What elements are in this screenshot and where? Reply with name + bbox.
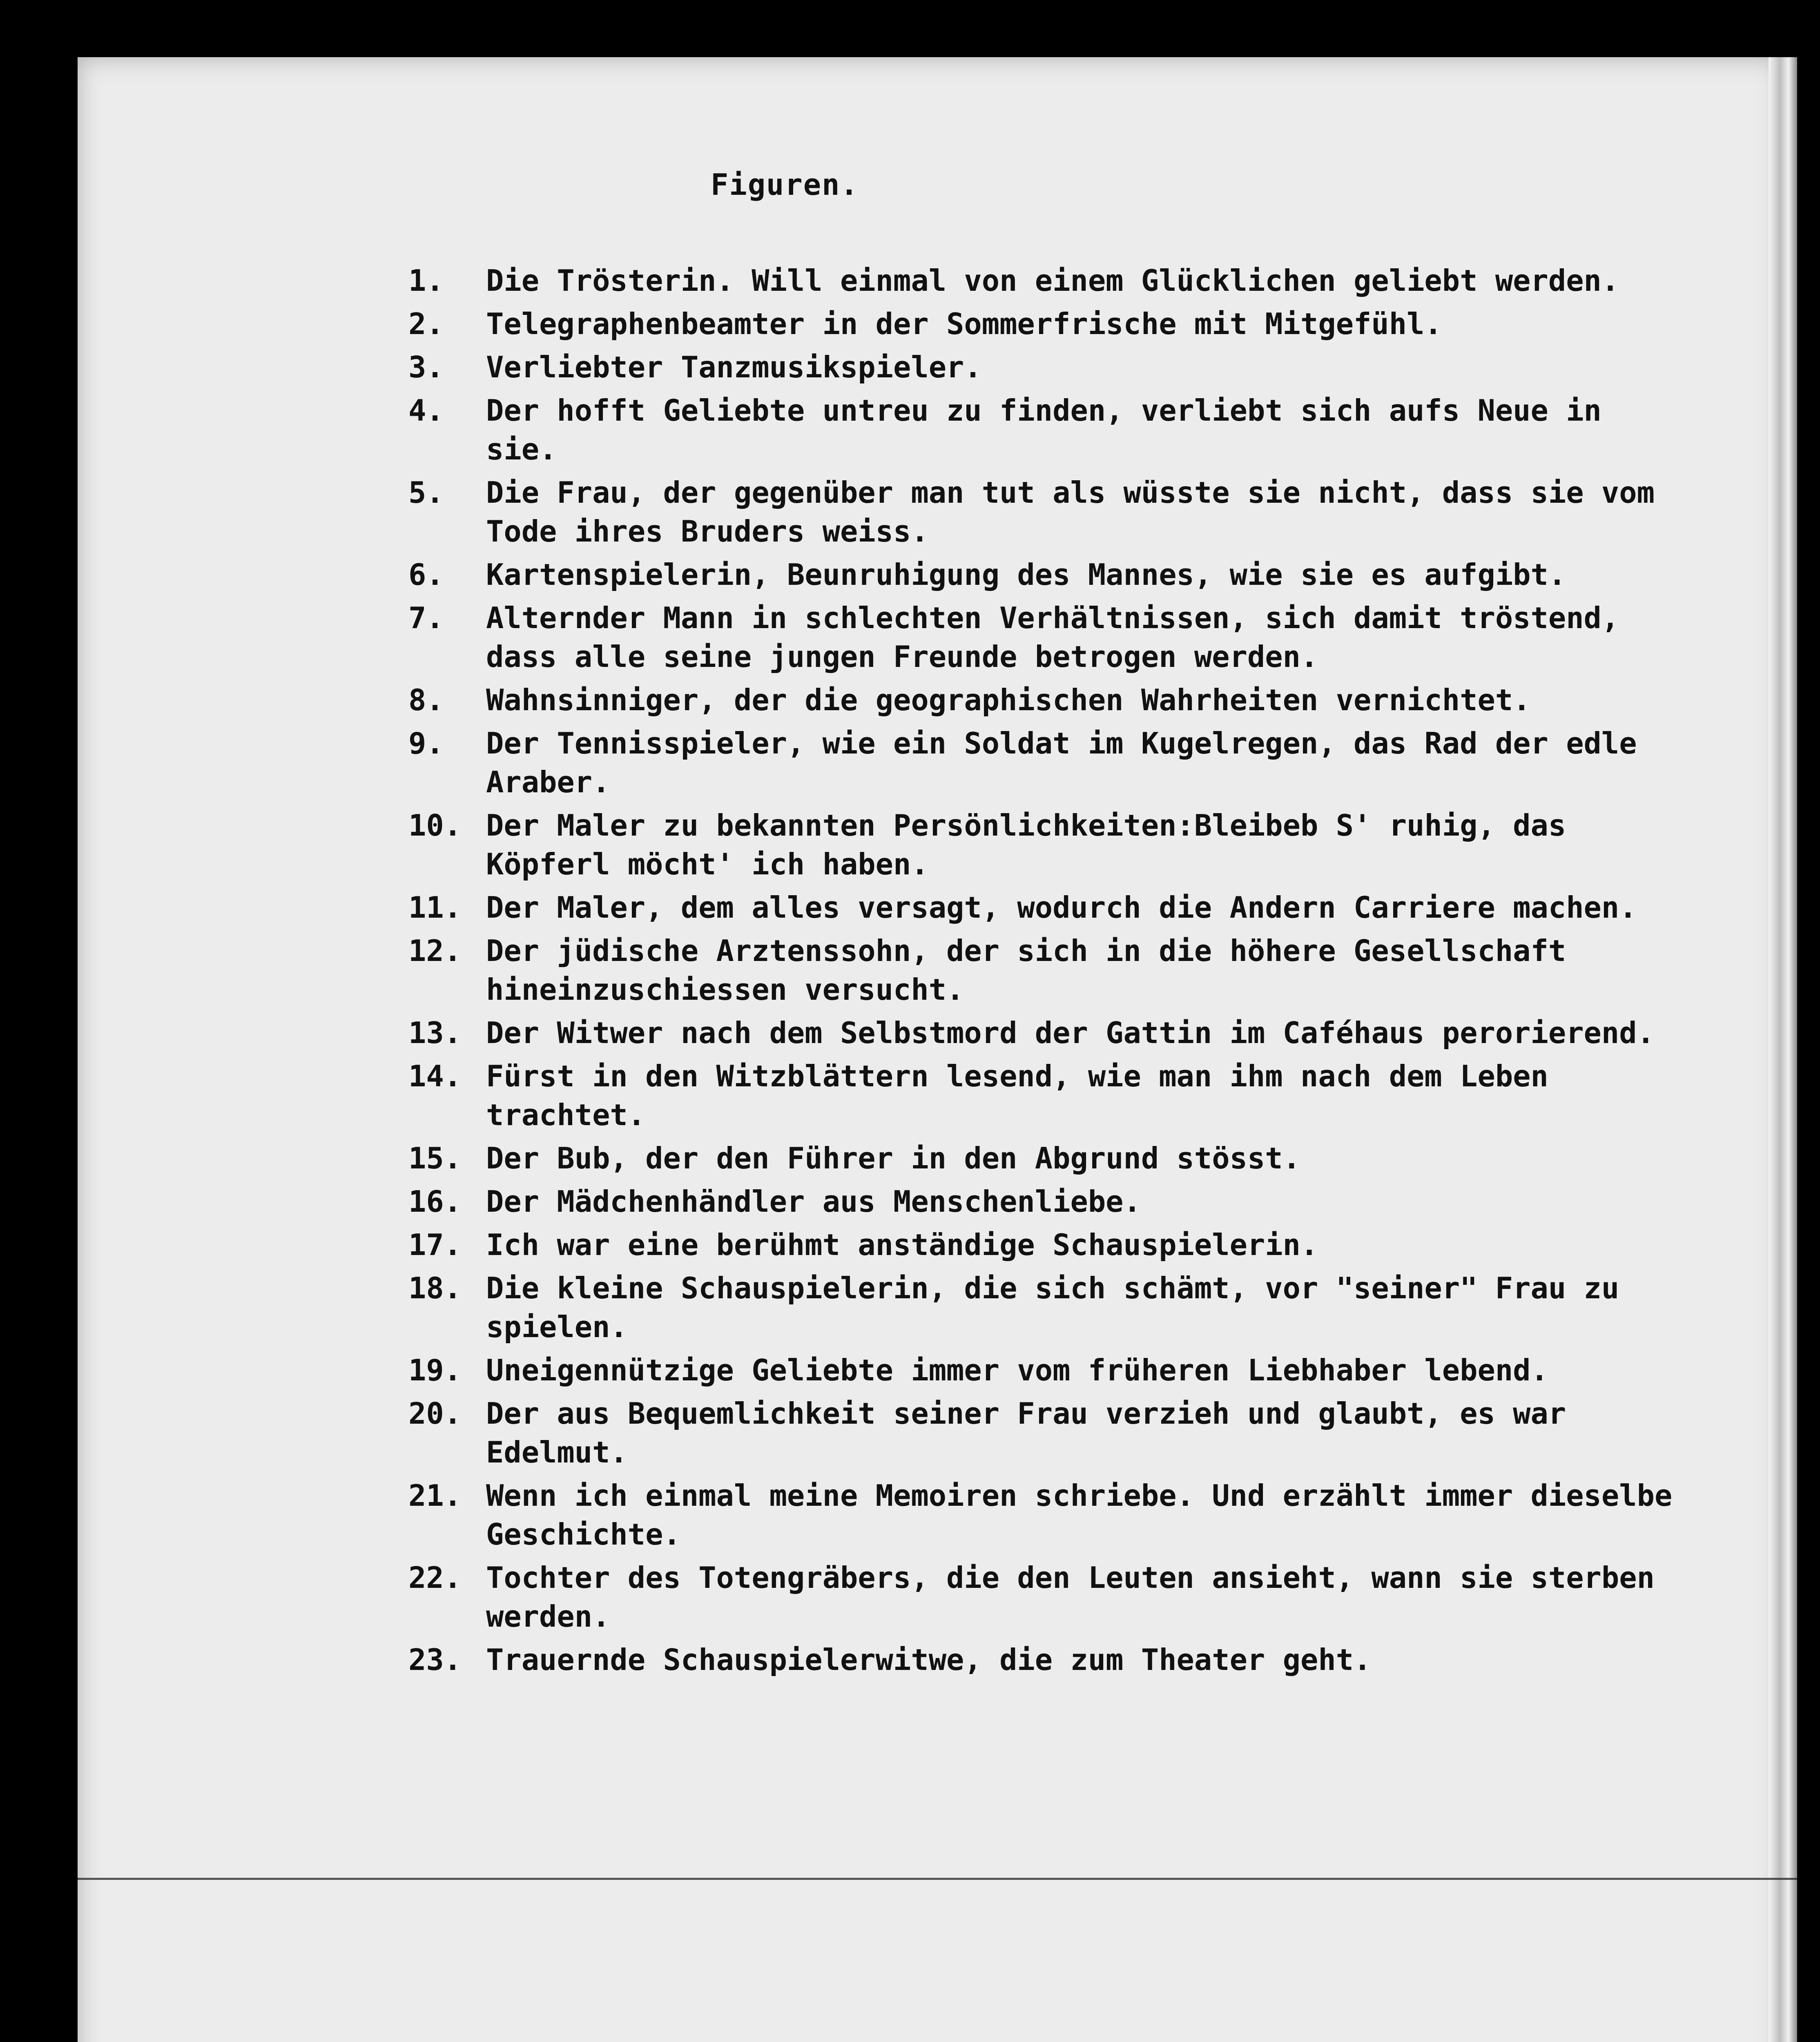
list-item xyxy=(408,806,1683,884)
item-number: 9. xyxy=(408,726,444,760)
item-number: 4. xyxy=(408,393,444,428)
item-text: Der jüdische Arztenssohn, der sich in die höhere Gesellschaft hineinzuschiessen versucht. xyxy=(486,934,1566,1007)
item-text: Der Maler, dem alles versagt, wodurch die Andern Carriere machen. xyxy=(486,890,1637,925)
item-number: 23. xyxy=(408,1643,462,1677)
item-text: Die kleine Schauspielerin, die sich schämt, vor "seiner" Frau zu spielen. xyxy=(486,1271,1619,1344)
list-item xyxy=(408,681,1683,720)
list-item xyxy=(408,1351,1683,1390)
page-edge xyxy=(1769,57,1797,2042)
list-item xyxy=(408,888,1683,927)
item-number: 17. xyxy=(408,1228,462,1262)
list-item xyxy=(408,1139,1683,1178)
item-text: Der hofft Geliebte untreu zu finden, verliebt sich aufs Neue in sie. xyxy=(486,393,1601,466)
item-text: Der Bub, der den Führer in den Abgrund stösst. xyxy=(486,1141,1300,1175)
item-number: 19. xyxy=(408,1353,462,1387)
item-number: 20. xyxy=(408,1396,462,1431)
item-text: Trauernde Schauspielerwitwe, die zum Theater geht. xyxy=(486,1643,1372,1677)
item-number: 2. xyxy=(408,307,444,341)
list-item xyxy=(408,555,1683,594)
item-number: 7. xyxy=(408,601,444,635)
item-text: Die Frau, der gegenüber man tut als wüsste sie nicht, dass sie vom Tode ihres Bruders weiss. xyxy=(486,475,1655,548)
item-text: Der Mädchenhändler aus Menschenliebe. xyxy=(486,1184,1141,1219)
list-item xyxy=(408,305,1683,343)
list-item xyxy=(408,261,1683,300)
list-item xyxy=(408,932,1683,1009)
item-number: 18. xyxy=(408,1271,462,1305)
item-text: Die Trösterin. Will einmal von einem Glücklichen geliebt werden. xyxy=(486,263,1619,298)
item-text: Telegraphenbeamter in der Sommerfrische mit Mitgefühl. xyxy=(486,307,1442,341)
list-item xyxy=(408,391,1683,469)
item-number: 16. xyxy=(408,1184,462,1219)
list-item xyxy=(408,473,1683,551)
item-text: Tochter des Totengräbers, die den Leuten ansieht, wann sie sterben werden. xyxy=(486,1560,1655,1634)
item-number: 11. xyxy=(408,890,462,925)
list-item xyxy=(408,1226,1683,1264)
item-text: Verliebter Tanzmusikspieler. xyxy=(486,350,982,384)
list-item xyxy=(408,1558,1683,1636)
page-title: Figuren. xyxy=(711,167,859,202)
fold-line xyxy=(78,1878,1797,1880)
item-text: Ich war eine berühmt anständige Schauspielerin. xyxy=(486,1228,1318,1262)
item-number: 8. xyxy=(408,683,444,717)
item-text: Wahnsinniger, der die geographischen Wahrheiten vernichtet. xyxy=(486,683,1531,717)
item-text: Kartenspielerin, Beunruhigung des Mannes, wie sie es aufgibt. xyxy=(486,557,1566,592)
list-item xyxy=(408,1269,1683,1346)
item-text: Der Witwer nach dem Selbstmord der Gattin im Caféhaus perorierend. xyxy=(486,1016,1655,1050)
list-item xyxy=(408,348,1683,387)
item-number: 14. xyxy=(408,1059,462,1093)
item-number: 10. xyxy=(408,808,462,843)
list-item xyxy=(408,1476,1683,1554)
item-text: Wenn ich einmal meine Memoiren schriebe. Und erzählt immer dieselbe Geschichte. xyxy=(486,1478,1673,1552)
item-number: 13. xyxy=(408,1016,462,1050)
item-text: Fürst in den Witzblättern lesend, wie man ihm nach dem Leben trachtet. xyxy=(486,1059,1548,1132)
list-item xyxy=(408,1394,1683,1472)
figure-list xyxy=(408,261,1683,1684)
item-number: 5. xyxy=(408,475,444,510)
list-item xyxy=(408,1014,1683,1052)
item-number: 6. xyxy=(408,557,444,592)
list-item xyxy=(408,599,1683,676)
list-item xyxy=(408,1641,1683,1679)
item-number: 15. xyxy=(408,1141,462,1175)
item-text: Uneigennützige Geliebte immer vom früheren Liebhaber lebend. xyxy=(486,1353,1548,1387)
list-item xyxy=(408,1182,1683,1221)
item-text: Der Tennisspieler, wie ein Soldat im Kugelregen, das Rad der edle Araber. xyxy=(486,726,1637,799)
item-number: 1. xyxy=(408,263,444,298)
item-number: 22. xyxy=(408,1560,462,1595)
item-text: Der Maler zu bekannten Persönlichkeiten:Bleibeb S' ruhig, das Köpferl möcht' ich haben. xyxy=(486,808,1566,881)
item-number: 21. xyxy=(408,1478,462,1513)
list-item xyxy=(408,724,1683,802)
list-item xyxy=(408,1057,1683,1135)
item-number: 12. xyxy=(408,934,462,968)
item-text: Der aus Bequemlichkeit seiner Frau verzieh und glaubt, es war Edelmut. xyxy=(486,1396,1566,1469)
item-number: 3. xyxy=(408,350,444,384)
item-text: Alternder Mann in schlechten Verhältnissen, sich damit tröstend, dass alle seine jungen Freunde betrogen werden. xyxy=(486,601,1619,674)
